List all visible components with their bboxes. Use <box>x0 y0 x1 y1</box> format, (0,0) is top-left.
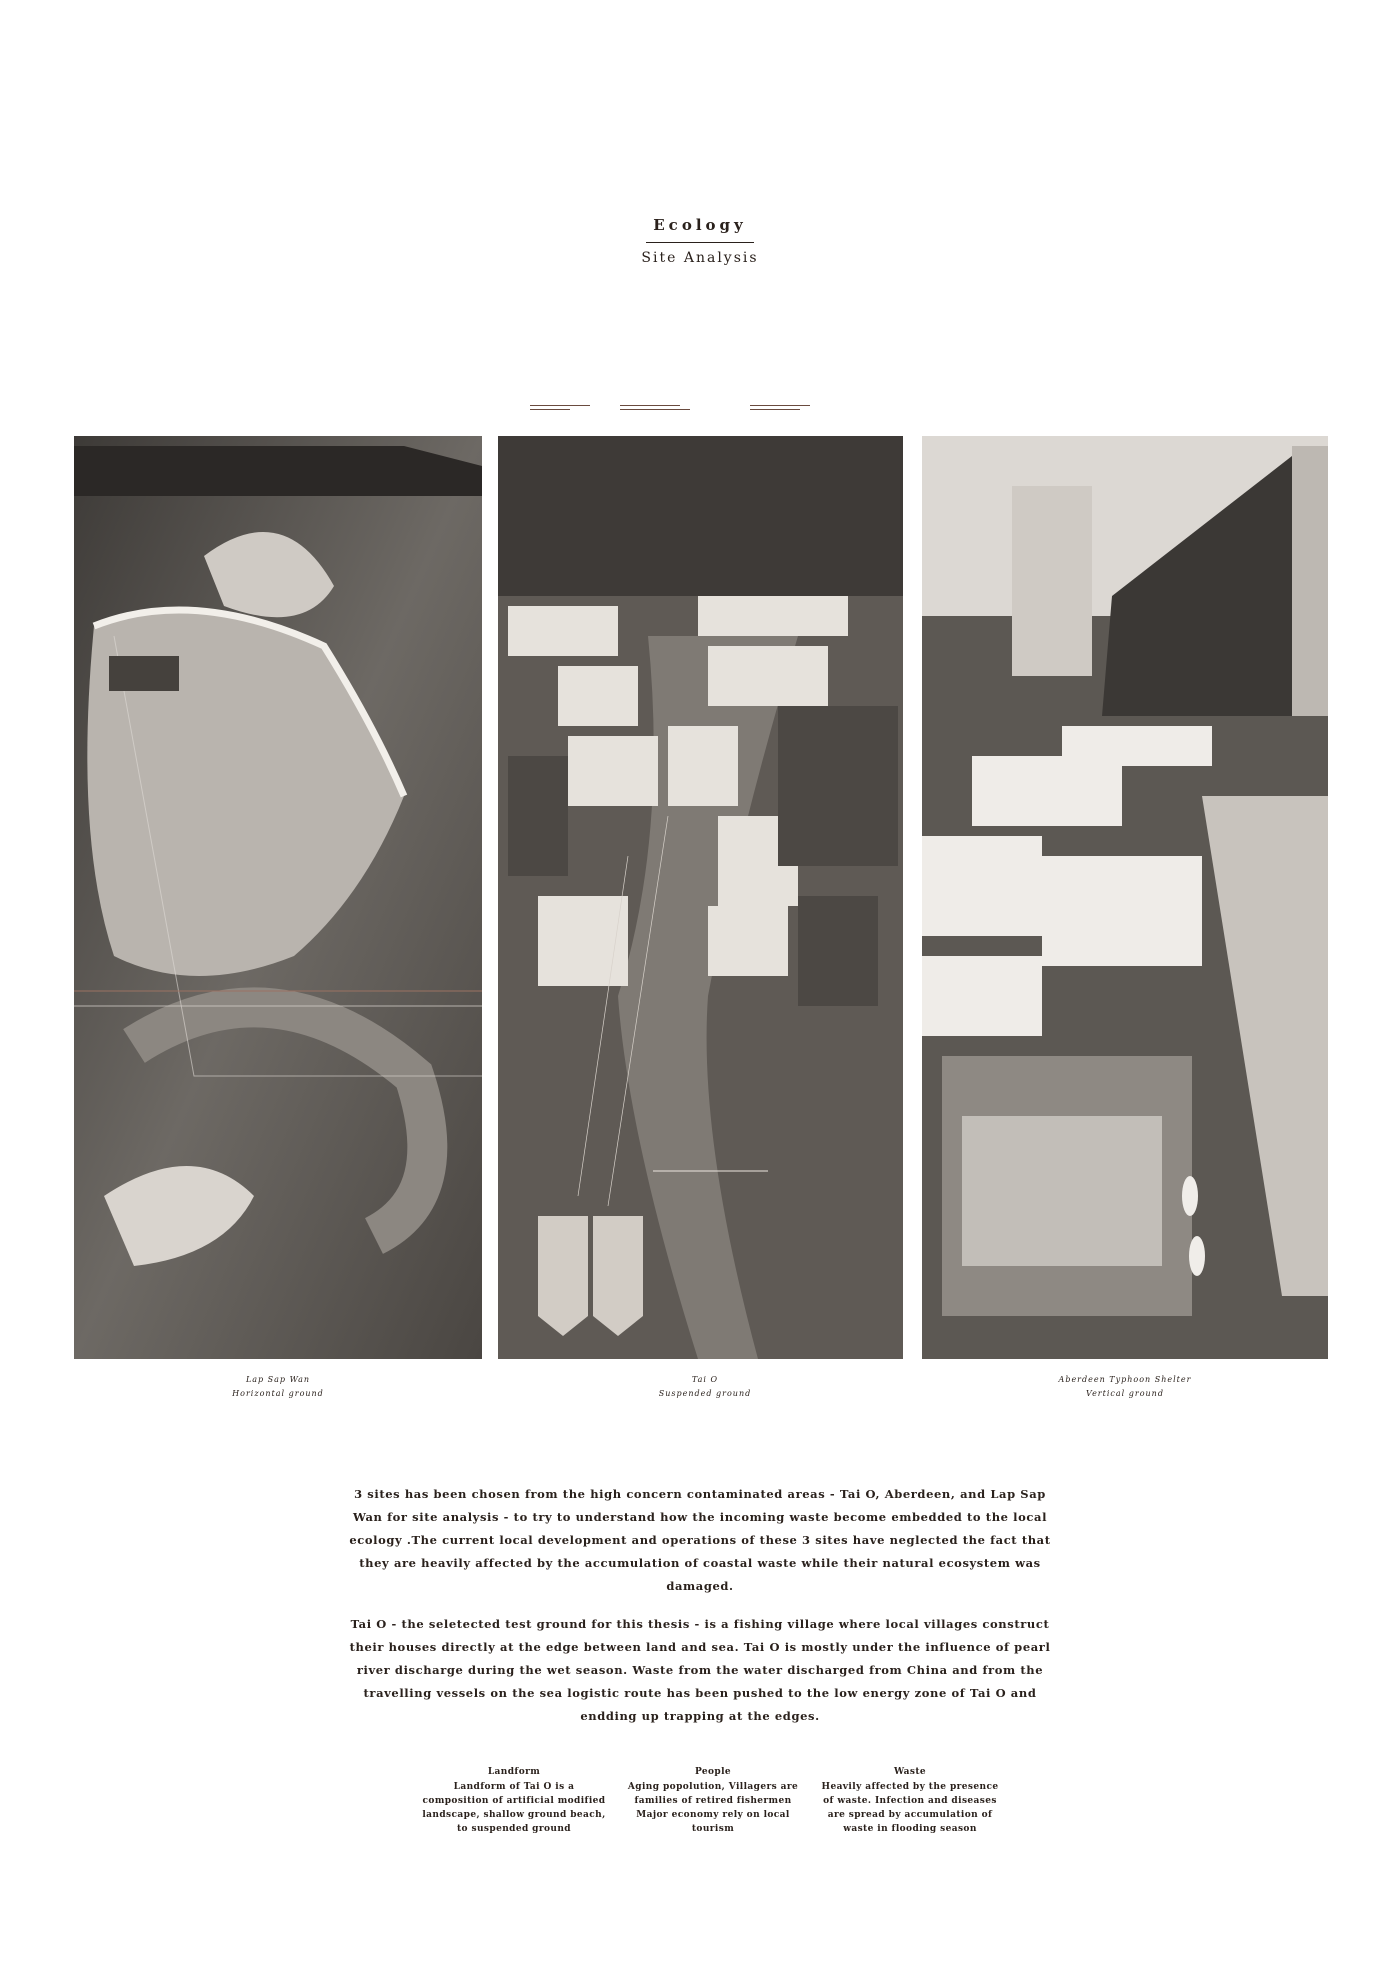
note-body: Aging popolution, Villagers are families of retired fishermen Major economy rely on local tourism <box>627 1782 799 1834</box>
annotation-mark <box>750 402 810 413</box>
note-people <box>618 1765 808 1836</box>
note-heading: Waste <box>893 1767 927 1777</box>
aerial-village-image <box>498 436 903 1359</box>
annotation-mark <box>530 402 590 413</box>
note-heading: Landform <box>487 1767 541 1777</box>
caption-ground-type: Suspended ground <box>658 1389 752 1398</box>
intro-paragraph: 3 sites has been chosen from the high concern contaminated areas - Tai O, Aberdeen, and Lap Sap Wan for site analysis - to try to understand how the incoming waste become embedded to the local ecology .The current local development and operations of these 3 sites have neglected the fact that they are heavily affected by the accumulation of coastal waste while their natural ecosystem was damaged. <box>349 1487 1051 1593</box>
page-subtitle: Site Analysis <box>641 250 759 266</box>
caption-ground-type: Vertical ground <box>1086 1389 1164 1398</box>
caption-site-name: Aberdeen Typhoon Shelter <box>1058 1375 1192 1384</box>
caption-aberdeen <box>975 1373 1275 1401</box>
title-divider <box>646 242 754 243</box>
note-body: Heavily affected by the presence of waste. Infection and diseases are spread by accumulation of waste in flooding season <box>821 1782 999 1834</box>
note-body: Landform of Tai O is a composition of artificial modified landscape, shallow ground beach, to suspended ground <box>422 1782 606 1834</box>
annotation-mark <box>620 402 690 413</box>
site-image-aberdeen <box>922 436 1328 1359</box>
page-header <box>0 216 1400 266</box>
caption-lap-sap-wan <box>128 1373 428 1401</box>
note-landform <box>419 1765 609 1836</box>
caption-site-name: Lap Sap Wan <box>245 1375 311 1384</box>
page-title: Ecology <box>653 216 747 234</box>
caption-ground-type: Horizontal ground <box>232 1389 324 1398</box>
note-waste <box>815 1765 1005 1836</box>
caption-tai-o <box>555 1373 855 1401</box>
tai-o-paragraph: Tai O - the seletected test ground for this thesis - is a fishing village where local villages construct their houses directly at the edge between land and sea. Tai O is mostly under the influence of pearl river discharge during the wet season. Waste from the water discharged from China and from the travelling vessels on the sea logistic route has been pushed to the low energy zone of Tai O and endding up trapping at the edges. <box>349 1617 1051 1723</box>
aerial-coast-image <box>74 436 482 1359</box>
note-heading: People <box>694 1767 732 1777</box>
site-image-tai-o <box>498 436 903 1359</box>
aerial-harbour-image <box>922 436 1328 1359</box>
caption-site-name: Tai O <box>691 1375 719 1384</box>
site-image-lap-sap-wan <box>74 436 482 1359</box>
